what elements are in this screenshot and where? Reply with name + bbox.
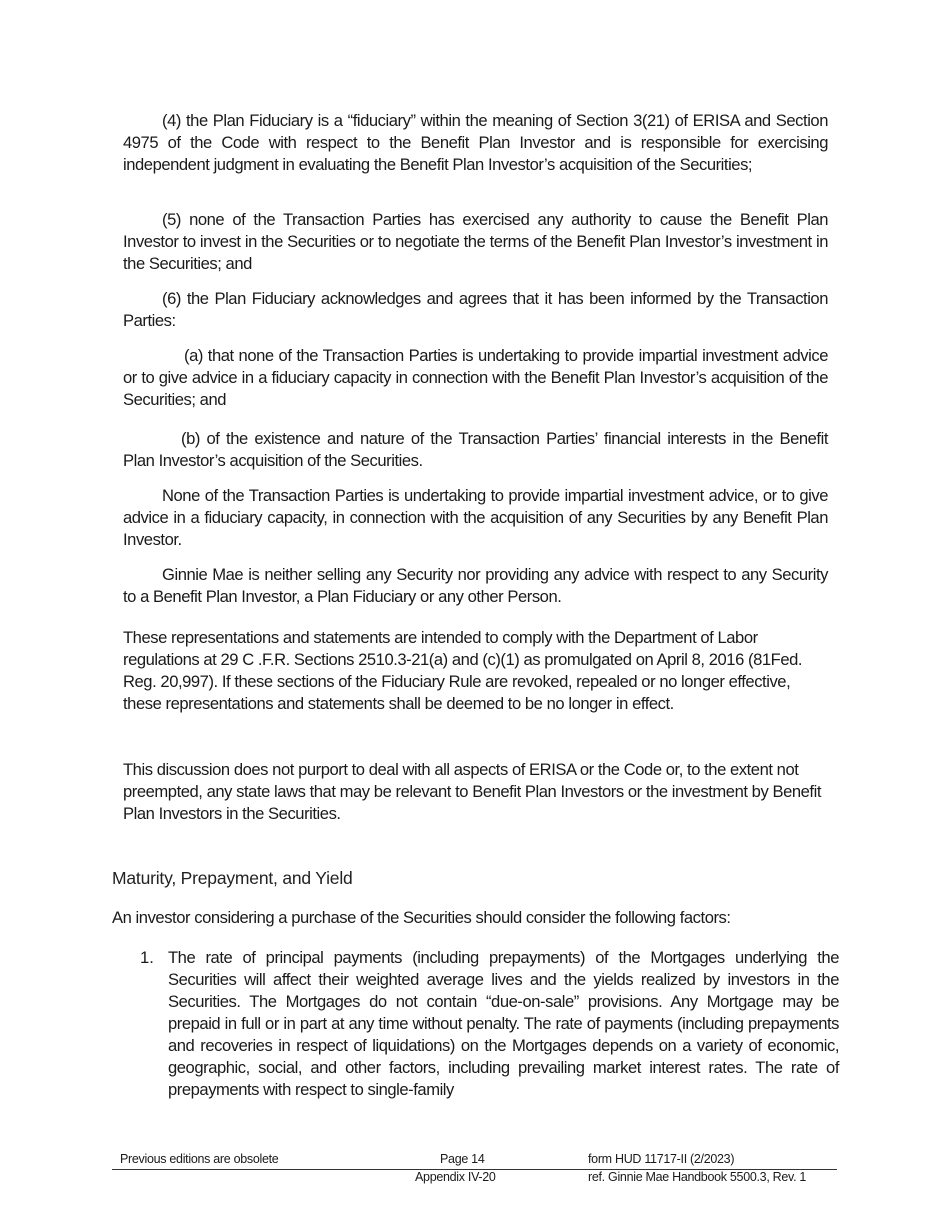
paragraph-discussion: This discussion does not purport to deal with all aspects of ERISA or the Code or, to the extent not preempted, any state laws that may be relevant to Benefit Plan Investors or the investment by Benefit Plan Investors in the Securities. xyxy=(123,760,821,823)
paragraph-none-of-transaction-parties: None of the Transaction Parties is undertaking to provide impartial investment advice, or to give advice in a fiduciary capacity, in connection with the acquisition of any Securities by any Benefit Plan Investor. xyxy=(123,486,828,549)
paragraph-6: (6) the Plan Fiduciary acknowledges and agrees that it has been informed by the Transaction Parties: xyxy=(123,289,828,330)
footer-handbook-reference: ref. Ginnie Mae Handbook 5500.3, Rev. 1 xyxy=(588,1170,807,1184)
footer-page-number: Page 14 xyxy=(440,1152,485,1166)
footer-obsolete-note: Previous editions are obsolete xyxy=(120,1152,279,1166)
paragraph-representations: These representations and statements are intended to comply with the Department of Labor regulations at 29 C .F.R. Sections 2510.3-21(a) and (c)(1) as promulgated on April 8, 2016 (81Fed. Reg. 20,997). If these sections of the Fiduciary Rule are revoked, repealed or no longer effective, these representations and statements shall be deemed to be no longer in effect. xyxy=(123,628,803,713)
list-item-text: The rate of principal payments (including prepayments) of the Mortgages underlying the Securities will affect their weighted average lives and the yields realized by investors in the Securities. The Mortgages do not contain “due-on-sale” provisions. Any Mortgage may be prepaid in full or in part at any time without penalty. The rate of payments (including prepayments and recoveries in respect of liquidations) on the Mortgages depends on a variety of economic, geographic, social, and other factors, including prevailing market interest rates. The rate of prepayments with respect to single-family xyxy=(168,948,839,1099)
paragraph-6b: (b) of the existence and nature of the Transaction Parties’ financial interests in the Benefit Plan Investor’s acquisition of the Securities. xyxy=(123,429,828,470)
section-intro: An investor considering a purchase of the Securities should consider the following factors: xyxy=(112,908,731,927)
paragraph-ginnie-mae: Ginnie Mae is neither selling any Security nor providing any advice with respect to any Security to a Benefit Plan Investor, a Plan Fiduciary or any other Person. xyxy=(123,565,828,606)
list-item-number: 1. xyxy=(140,948,154,967)
section-heading: Maturity, Prepayment, and Yield xyxy=(112,868,353,888)
paragraph-5: (5) none of the Transaction Parties has exercised any authority to cause the Benefit Plan Investor to invest in the Securities or to negotiate the terms of the Benefit Plan Investor’s investment in the Securities; and xyxy=(123,210,828,273)
footer-form-id: form HUD 11717-II (2/2023) xyxy=(588,1152,735,1166)
footer-appendix: Appendix IV-20 xyxy=(415,1170,496,1184)
paragraph-4: (4) the Plan Fiduciary is a “fiduciary” within the meaning of Section 3(21) of ERISA and Section 4975 of the Code with respect to the Benefit Plan Investor and is responsible for exercising independent judgment in evaluating the Benefit Plan Investor’s acquisition of the Securities; xyxy=(123,111,828,174)
paragraph-6a: (a) that none of the Transaction Parties is undertaking to provide impartial investment advice or to give advice in a fiduciary capacity in connection with the Benefit Plan Investor’s acquisition of the Securities; and xyxy=(123,346,828,409)
